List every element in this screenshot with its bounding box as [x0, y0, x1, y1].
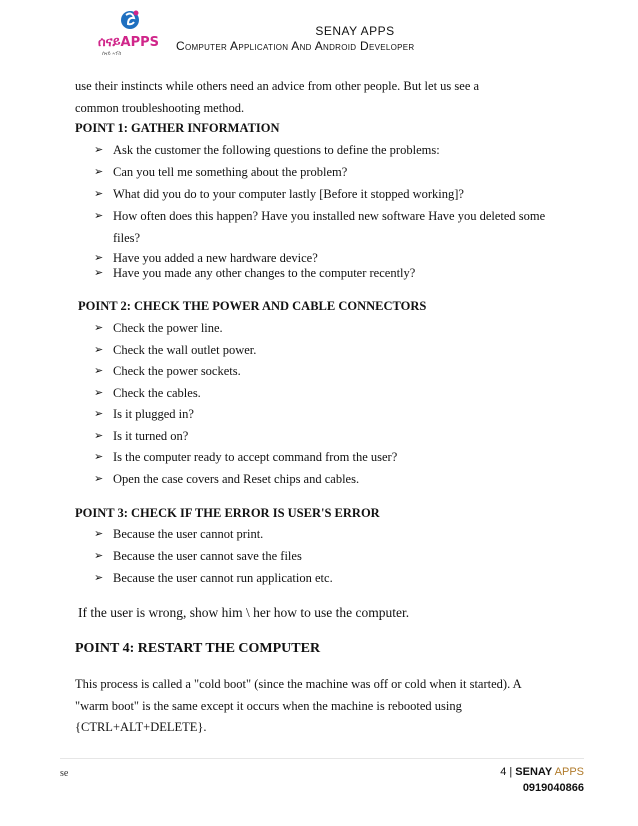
- list-item-text: What did you do to your computer lastly [Before it stopped working]?: [113, 187, 464, 201]
- intro-line-1: use their instincts while others need an advice from other people. But let us see a: [75, 79, 480, 93]
- arrow-bullet-icon: ➢: [94, 549, 104, 562]
- footer-left-text: se: [60, 768, 69, 779]
- arrow-bullet-icon: ➢: [94, 165, 104, 178]
- page-number: 4: [500, 766, 507, 778]
- point4-line-2: "warm boot" is the same except it occurs when the machine is rebooted using: [75, 699, 462, 713]
- point4-line-1: This process is called a "cold boot" (since the machine was off or cold when it started). A: [75, 677, 522, 691]
- footer-separator: |: [509, 766, 513, 778]
- arrow-bullet-icon: ➢: [94, 450, 104, 463]
- footer-brand-accent: APPS: [554, 766, 584, 778]
- header-title: SENAY APPS: [315, 24, 395, 38]
- point1-heading: POINT 1: GATHER INFORMATION: [75, 121, 280, 135]
- list-item: [94, 209, 545, 224]
- list-item: [94, 165, 347, 180]
- list-item: [94, 527, 263, 542]
- list-item-text: Open the case covers and Reset chips and cables.: [113, 472, 360, 486]
- point3-heading: POINT 3: CHECK IF THE ERROR IS USER'S ERROR: [75, 506, 380, 520]
- list-item: [94, 472, 359, 487]
- list-item-continuation: files?: [113, 231, 141, 245]
- list-item: [94, 143, 440, 158]
- arrow-bullet-icon: ➢: [94, 187, 104, 200]
- list-item-text: Check the cables.: [113, 386, 201, 400]
- page-header: [0, 0, 638, 62]
- list-item: [94, 571, 333, 586]
- arrow-bullet-icon: ➢: [94, 143, 104, 156]
- list-item-text: Ask the customer the following questions to define the problems:: [113, 143, 440, 157]
- list-item-text: Because the user cannot save the files: [113, 549, 302, 563]
- arrow-bullet-icon: ➢: [94, 386, 104, 399]
- list-item: [94, 549, 302, 564]
- list-item-text: Have you made any other changes to the computer recently?: [113, 266, 416, 280]
- list-item: [94, 251, 318, 266]
- point3-note: If the user is wrong, show him \ her how to use the computer.: [78, 605, 410, 620]
- arrow-bullet-icon: ➢: [94, 472, 104, 485]
- list-item-text: Have you added a new hardware device?: [113, 251, 318, 265]
- list-item: [94, 266, 415, 281]
- list-item-text: Because the user cannot run application etc.: [113, 571, 333, 585]
- arrow-bullet-icon: ➢: [94, 429, 104, 442]
- list-item: [94, 364, 241, 379]
- footer-page-info: [500, 764, 584, 796]
- point4-heading: POINT 4: RESTART THE COMPUTER: [75, 641, 321, 656]
- list-item-text: Can you tell me something about the problem?: [113, 165, 348, 179]
- list-item: [94, 187, 464, 202]
- list-item-text: Check the wall outlet power.: [113, 343, 257, 357]
- point2-heading: POINT 2: CHECK THE POWER AND CABLE CONNECTORS: [78, 299, 427, 313]
- arrow-bullet-icon: ➢: [94, 407, 104, 420]
- logo-wordmark: ሰናይAPPS: [98, 35, 159, 50]
- header-subtitle: Computer Application And Android Developer: [176, 39, 415, 53]
- intro-line-2: common troubleshooting method.: [75, 101, 245, 115]
- list-item: [94, 407, 194, 422]
- list-item-text: How often does this happen? Have you installed new software Have you deleted some: [113, 209, 546, 223]
- arrow-bullet-icon: ➢: [94, 527, 104, 540]
- footer-brand-bold: SENAY: [515, 766, 553, 778]
- footer-phone: 0919040866: [522, 782, 584, 794]
- list-item-text: Because the user cannot print.: [113, 527, 264, 541]
- arrow-bullet-icon: ➢: [94, 209, 104, 222]
- list-item: [94, 386, 201, 401]
- arrow-bullet-icon: ➢: [94, 251, 104, 264]
- logo-subtext: ሰናይ ኣፕስ: [102, 51, 122, 57]
- arrow-bullet-icon: ➢: [94, 266, 104, 279]
- list-item-text: Is it turned on?: [113, 429, 189, 443]
- list-item: [94, 343, 256, 358]
- arrow-bullet-icon: ➢: [94, 364, 104, 377]
- footer-divider: [60, 758, 584, 759]
- list-item: [94, 321, 223, 336]
- point4-line-3: {CTRL+ALT+DELETE}.: [75, 720, 207, 734]
- arrow-bullet-icon: ➢: [94, 321, 104, 334]
- list-item-text: Check the power sockets.: [113, 364, 241, 378]
- list-item: [94, 450, 397, 465]
- list-item-text: Is it plugged in?: [113, 407, 194, 421]
- list-item-text: Is the computer ready to accept command from the user?: [113, 450, 398, 464]
- arrow-bullet-icon: ➢: [94, 571, 104, 584]
- list-item: [94, 429, 188, 444]
- arrow-bullet-icon: ➢: [94, 343, 104, 356]
- list-item-text: Check the power line.: [113, 321, 223, 335]
